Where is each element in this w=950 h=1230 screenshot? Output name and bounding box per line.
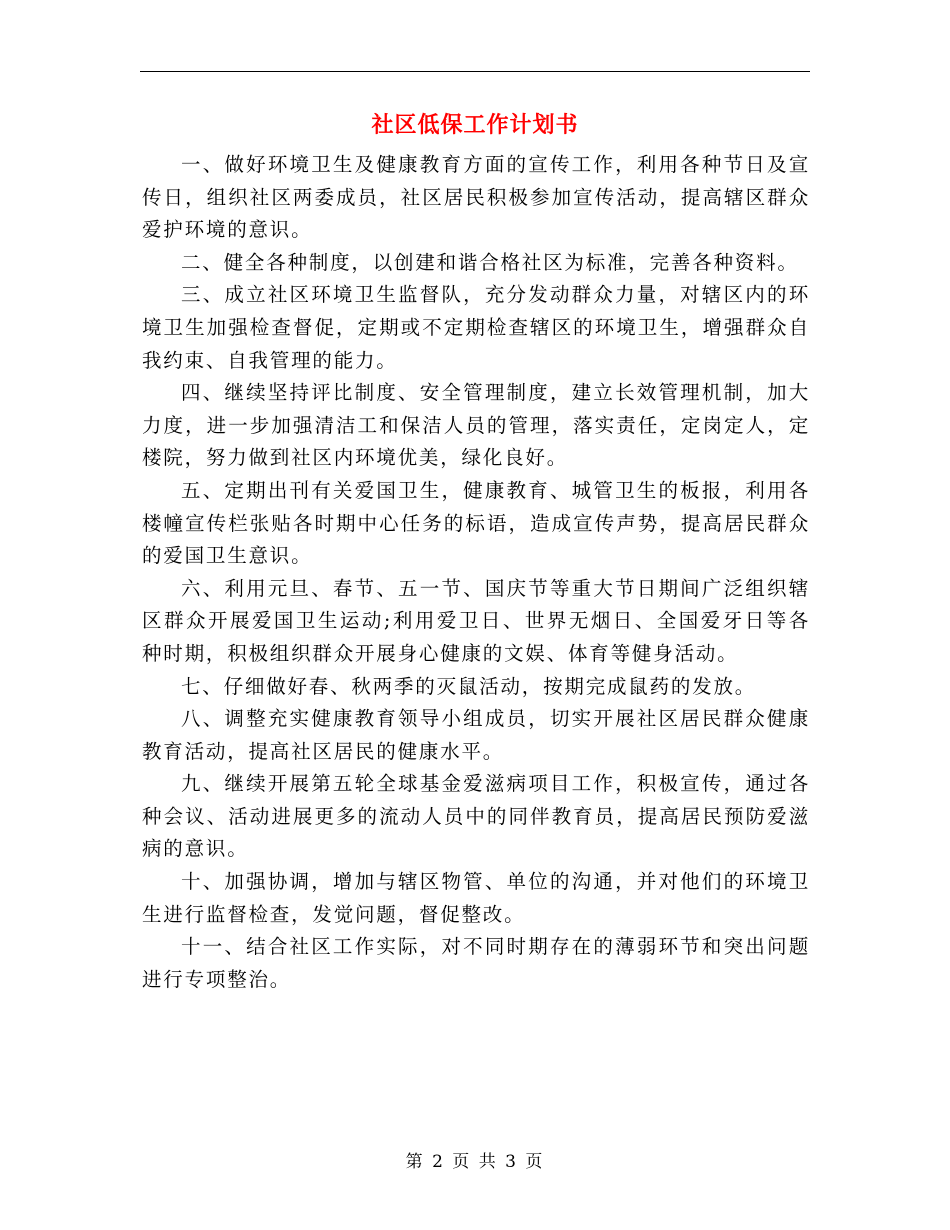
paragraph-1: 一、做好环境卫生及健康教育方面的宣传工作，利用各种节日及宣传日，组织社区两委成员，社区居民积极参加宣传活动，提高辖区群众爱护环境的意识。 xyxy=(142,153,810,242)
paragraph-4: 四、继续坚持评比制度、安全管理制度，建立长效管理机制，加大力度，进一步加强清洁工和保洁人员的管理，落实责任，定岗定人，定楼院，努力做到社区内环境优美，绿化良好。 xyxy=(142,381,810,470)
paragraph-2: 二、健全各种制度，以创建和谐合格社区为标准，完善各种资料。 xyxy=(181,250,799,274)
paragraph-8: 八、调整充实健康教育领导小组成员，切实开展社区居民群众健康教育活动，提高社区居民的健康水平。 xyxy=(142,707,810,763)
paragraph-6: 六、利用元旦、春节、五一节、国庆节等重大节日期间广泛组织辖区群众开展爱国卫生运动;利用爱卫日、世界无烟日、全国爱牙日等各种时期，积极组织群众开展身心健康的文娱、体育等健身活动。 xyxy=(142,576,810,665)
page-number: 第 2 页 共 3 页 xyxy=(405,1152,545,1172)
header-rule xyxy=(140,71,810,72)
paragraph-5: 五、定期出刊有关爱国卫生，健康教育、城管卫生的板报，利用各楼幢宣传栏张贴各时期中心任务的标语，造成宣传声势，提高居民群众的爱国卫生意识。 xyxy=(142,478,810,568)
document-title: 社区低保工作计划书 xyxy=(371,112,579,138)
document-body xyxy=(142,149,810,996)
paragraph-10: 十、加强协调，增加与辖区物管、单位的沟通，并对他们的环境卫生进行监督检查，发觉问题，督促整改。 xyxy=(142,870,810,926)
paragraph-3: 三、成立社区环境卫生监督队，充分发动群众力量，对辖区内的环境卫生加强检查督促，定期或不定期检查辖区的环境卫生，增强群众自我约束、自我管理的能力。 xyxy=(142,283,810,372)
paragraph-7: 七、仔细做好春、秋两季的灭鼠活动，按期完成鼠药的发放。 xyxy=(181,674,757,698)
paragraph-9: 九、继续开展第五轮全球基金爱滋病项目工作，积极宣传，通过各种会议、活动进展更多的流动人员中的同伴教育员，提高居民预防爱滋病的意识。 xyxy=(142,772,810,861)
paragraph-11: 十一、结合社区工作实际，对不同时期存在的薄弱环节和突出问题进行专项整治。 xyxy=(142,935,810,991)
